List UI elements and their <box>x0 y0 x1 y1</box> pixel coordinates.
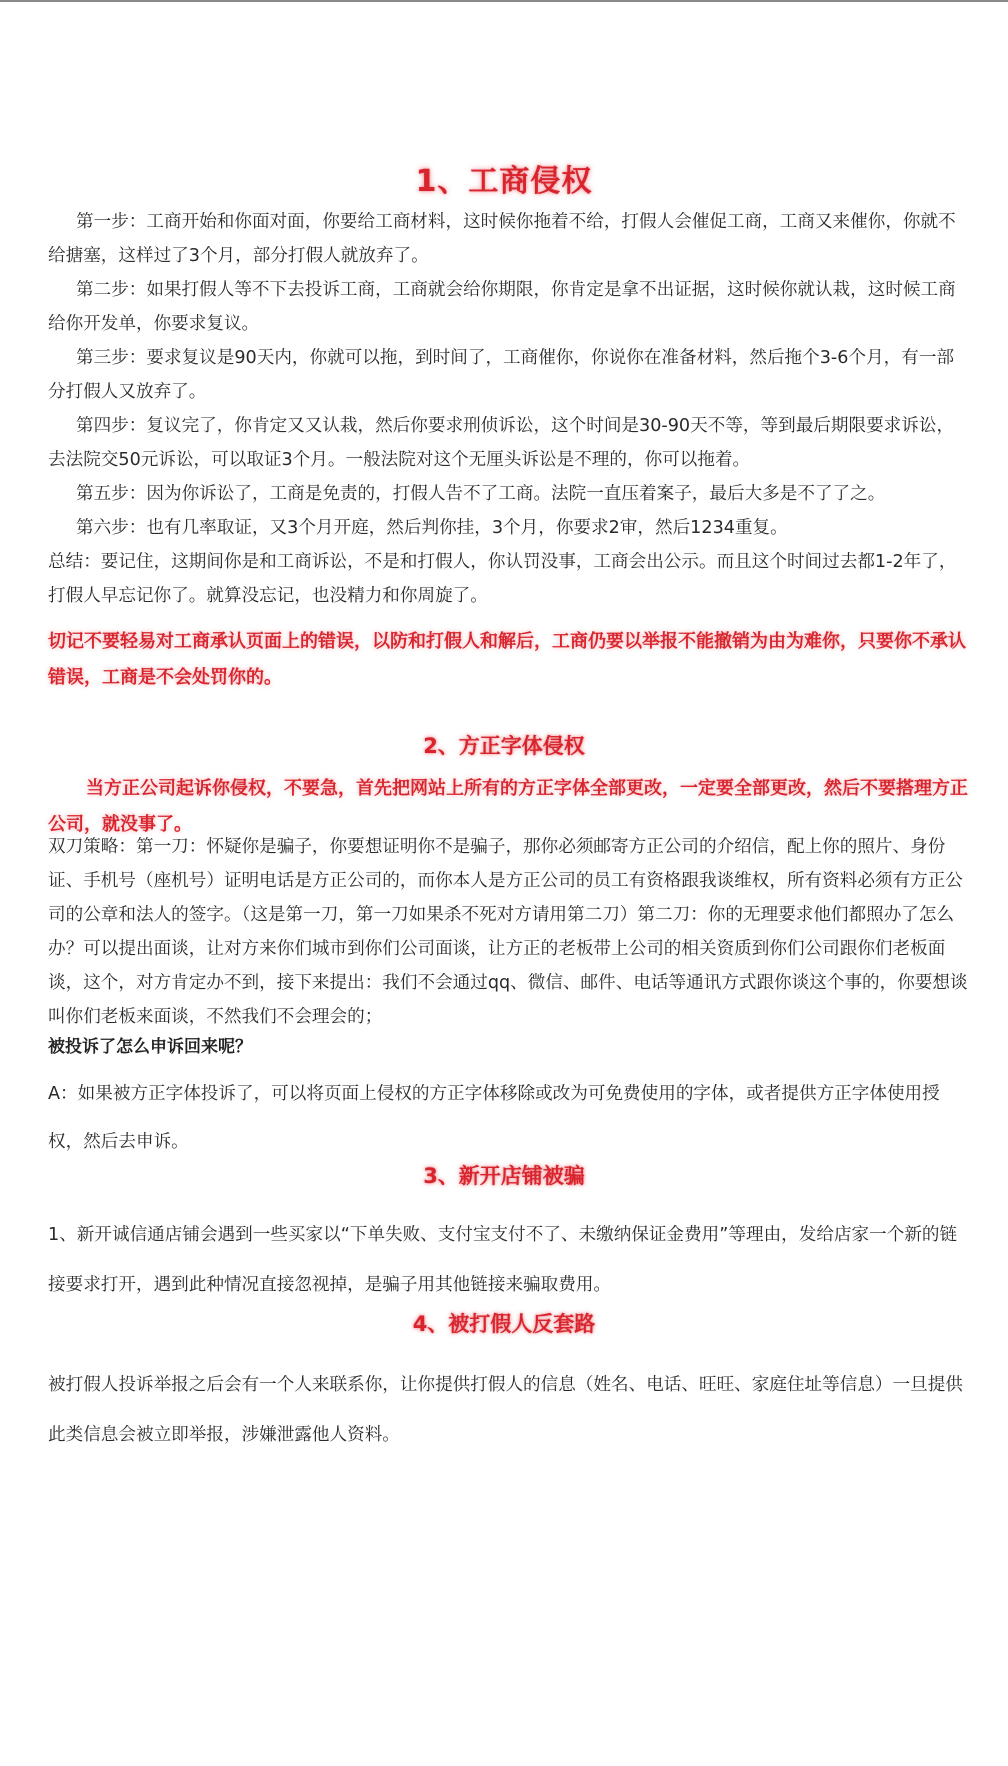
section-2-answer: A：如果被方正字体投诉了，可以将页面上侵权的方正字体移除或改为可免费使用的字体，或者提供方正字体使用授权，然后去申诉。 <box>48 1084 940 1152</box>
section-1-warning: 切记不要轻易对工商承认页面上的错误，以防和打假人和解后，工商仍要以举报不能撤销为由为难你，只要你不承认错误，工商是不会处罚你的。 <box>48 631 966 688</box>
section-2-warning: 当方正公司起诉你侵权，不要急，首先把网站上所有的方正字体全部更改，一定要全部更改，然后不要搭理方正公司，就没事了。 <box>48 778 968 835</box>
step-4: 第四步：复议完了，你肯定又又认栽，然后你要求刑侦诉讼，这个时间是30-90天不等，等到最后期限要求诉讼，去法院交50元诉讼，可以取证3个月。一般法院对这个无厘头诉讼是不理的，你可以拖着。 <box>48 416 955 470</box>
section-2-strategy: 双刀策略：第一刀：怀疑你是骗子，你要想证明你不是骗子，那你必须邮寄方正公司的介绍信，配上你的照片、身份证、手机号（座机号）证明电话是方正公司的，而你本人是方正公司的员工有资格跟我谈维权，所有资料必须有方正公司的公章和法人的签字。（这是第一刀，第一刀如果杀不死对方请用第二刀）第二刀：你的无理要求他们都照办了怎么办？可以提出面谈，让对方来你们城市到你们公司面谈，让方正的老板带上公司的相关资质到你们公司跟你们老板面谈，这个，对方肯定办不到，接下来提出：我们不会通过qq、微信、邮件、电话等通讯方式跟你谈这个事的，你要想谈叫你们老板来面谈，不然我们不会理会的； <box>48 837 968 1027</box>
section-4-title: 4、被打假人反套路 <box>412 1312 596 1336</box>
summary: 总结：要记住，这期间你是和工商诉讼，不是和打假人，你认罚没事，工商会出公示。而且这个时间过去都1-2年了，打假人早忘记你了。就算没忘记，也没精力和你周旋了。 <box>48 552 957 606</box>
section-4-text: 被打假人投诉举报之后会有一个人来联系你，让你提供打假人的信息（姓名、电话、旺旺、家庭住址等信息）一旦提供此类信息会被立即举报，涉嫌泄露他人资料。 <box>48 1375 963 1445</box>
section-1-title: 1、工商侵权 <box>415 164 593 199</box>
section-3-title: 3、新开店铺被骗 <box>423 1164 585 1188</box>
step-1: 第一步：工商开始和你面对面，你要给工商材料，这时候你拖着不给，打假人会催促工商，工商又来催你，你就不给搪塞，这样过了3个月，部分打假人就放弃了。 <box>48 212 956 266</box>
step-5: 第五步：因为你诉讼了，工商是免责的，打假人告不了工商。法院一直压着案子，最后大多是不了了之。 <box>76 484 886 504</box>
top-border-line <box>0 0 1008 2</box>
step-3: 第三步：要求复议是90天内，你就可以拖，到时间了，工商催你，你说你在准备材料，然后拖个3-6个月，有一部分打假人又放弃了。 <box>48 348 955 402</box>
step-6: 第六步：也有几率取证，又3个月开庭，然后判你挂，3个月，你要求2审，然后1234重复。 <box>76 518 788 538</box>
step-2: 第二步：如果打假人等不下去投诉工商，工商就会给你期限，你肯定是拿不出证据，这时候你就认栽，这时候工商给你开发单，你要求复议。 <box>48 280 956 334</box>
section-3-text: 1、新开诚信通店铺会遇到一些买家以“下单失败、支付宝支付不了、未缴纳保证金费用”等理由，发给店家一个新的链接要求打开，遇到此种情况直接忽视掉，是骗子用其他链接来骗取费用。 <box>48 1225 958 1295</box>
section-2-question: 被投诉了怎么申诉回来呢？ <box>48 1037 252 1057</box>
section-1-steps <box>48 205 968 613</box>
section-2-title: 2、方正字体侵权 <box>423 734 585 758</box>
